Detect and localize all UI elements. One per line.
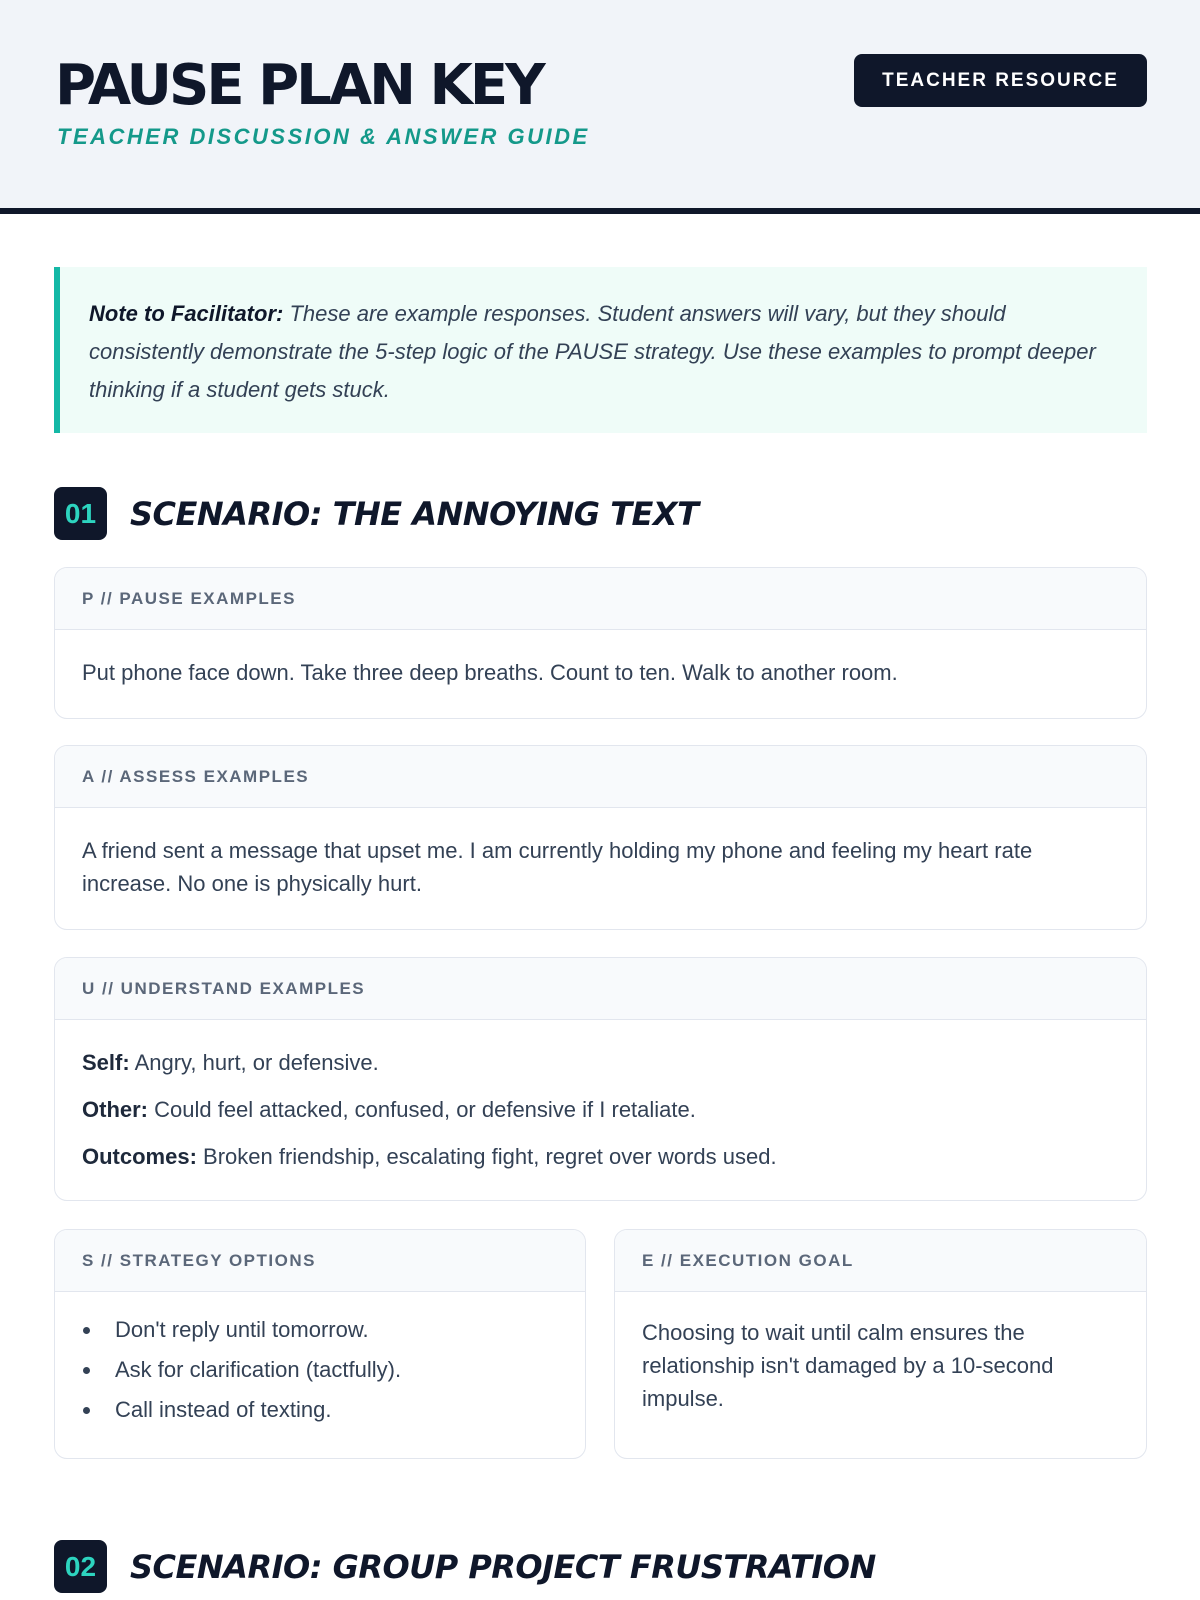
- page-subtitle: TEACHER DISCUSSION & ANSWER GUIDE: [57, 124, 590, 149]
- strategy-card: [54, 1229, 586, 1459]
- understand-row-other: [82, 1093, 1119, 1126]
- assess-card-text: A friend sent a message that upset me. I am currently holding my phone and feeling my heart rate increase. No one is physically hurt.: [82, 838, 1033, 896]
- scenario-header: [54, 1540, 876, 1593]
- scenario-number-badge: 02: [54, 1540, 107, 1593]
- facilitator-note: [54, 267, 1147, 433]
- understand-card-body: [55, 1020, 1146, 1173]
- understand-row-label: Self:: [82, 1050, 130, 1075]
- list-item: Call instead of texting.: [82, 1390, 558, 1430]
- pause-card-heading: P // PAUSE EXAMPLES: [55, 568, 1146, 630]
- execution-card-text: Choosing to wait until calm ensures the relationship isn't damaged by a 10-second impulse.: [642, 1320, 1054, 1411]
- strategy-card-body: [55, 1292, 585, 1430]
- scenario-number-badge: 01: [54, 487, 107, 540]
- understand-row-text: Angry, hurt, or defensive.: [129, 1050, 379, 1075]
- execution-card: [614, 1229, 1147, 1459]
- list-item: Ask for clarification (tactfully).: [82, 1350, 558, 1390]
- strategy-list: [82, 1310, 558, 1430]
- pause-card: [54, 567, 1147, 719]
- understand-row-text: Could feel attacked, confused, or defensive if I retaliate.: [148, 1097, 696, 1122]
- execution-card-heading: E // EXECUTION GOAL: [615, 1230, 1146, 1292]
- understand-row-label: Other:: [82, 1097, 148, 1122]
- scenario-header: [54, 487, 698, 540]
- note-label: Note to Facilitator:: [89, 301, 284, 326]
- assess-card-heading: A // ASSESS EXAMPLES: [55, 746, 1146, 808]
- understand-row-outcomes: [82, 1140, 1119, 1173]
- understand-card-heading: U // UNDERSTAND EXAMPLES: [55, 958, 1146, 1020]
- assess-card: [54, 745, 1147, 930]
- understand-row-label: Outcomes:: [82, 1144, 197, 1169]
- page-title: PAUSE PLAN KEY: [55, 53, 543, 118]
- note-text: These are example responses. Student answers will vary, but they should consistently demonstrate the 5-step logic of the PAUSE strategy. Use these examples to prompt deeper thinking if a student gets stuck.: [89, 301, 1096, 402]
- scenario-title: SCENARIO: THE ANNOYING TEXT: [130, 494, 699, 533]
- understand-card: [54, 957, 1147, 1201]
- teacher-resource-badge: TEACHER RESOURCE: [854, 54, 1147, 107]
- list-item: Don't reply until tomorrow.: [82, 1310, 558, 1350]
- pause-card-text: Put phone face down. Take three deep breaths. Count to ten. Walk to another room.: [82, 660, 898, 685]
- strategy-card-heading: S // STRATEGY OPTIONS: [55, 1230, 585, 1292]
- understand-row-text: Broken friendship, escalating fight, regret over words used.: [196, 1144, 777, 1169]
- page-header: [0, 0, 1200, 214]
- understand-row-self: [82, 1046, 1119, 1079]
- scenario-title: SCENARIO: GROUP PROJECT FRUSTRATION: [130, 1547, 876, 1586]
